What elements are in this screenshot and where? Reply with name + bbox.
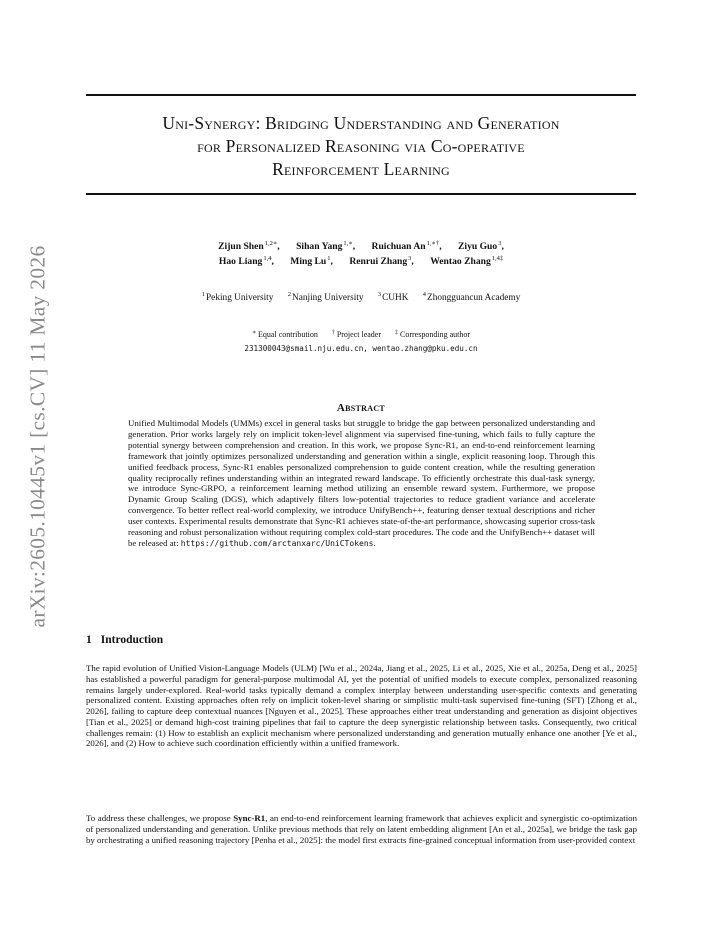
title-line: for Personalized Reasoning via Co-operative [197, 136, 525, 156]
title-top-rule [86, 94, 636, 96]
author: Zijun Shen$^{1,2∗}$, [218, 240, 280, 252]
author: Ziyu Guo$^3$, [458, 240, 504, 252]
author-list [86, 238, 636, 268]
author: Sihan Yang$^{1,∗}$, [296, 240, 356, 252]
author: Ruichuan $An^{1,∗\dagger}$, [371, 240, 442, 252]
title-bottom-rule [86, 193, 636, 195]
contact-emails: 231300043@smail.nju.edu.cn, wentao.zhang@pku.edu.cn [244, 344, 478, 353]
abstract-heading: Abstract [336, 402, 386, 414]
author: Wentao Zhang$^{1,4\ddagger}$ [430, 255, 504, 267]
paper-title [86, 112, 636, 181]
arxiv-identifier [20, 244, 56, 628]
title-line: Reinforcement Learning [272, 159, 450, 179]
affiliation-list [86, 291, 636, 303]
section-heading-introduction [86, 634, 163, 646]
arxiv-identifier-text: arXiv:2605.10445v1 [cs.CV] 11 May 2026 [25, 244, 50, 628]
author-notes [86, 329, 636, 339]
author-line-2 [86, 253, 636, 268]
affiliation: $^4$Zhongguancun Academy [422, 291, 521, 303]
intro-paragraph-2: To address these challenges, we propose Sync-R1, an end-to-end reinforcement learning framework that achieves explicit and synergistic co-optimization of personalized understanding and generation. Unlike previous methods that rely on latent embedding alignment [An et al., 2025a], we bridge the task gap by orchestrating a unified reasoning trajectory [Penha et al., 2025]: the model first extracts fine-grained conceptual information from user-provided context [86, 813, 637, 845]
method-name: Sync-R1 [233, 813, 266, 823]
intro-paragraph-1: The rapid evolution of Unified Vision-Language Models (ULM) [Wu et al., 2024a, Jiang et al., 2025, Li et al., 2025, Xie et al., 2025a, Deng et al., 2025] has established a powerful paradigm for general-purpose multimodal AI, yet the potential of unified models to execute complex, personalized reasoning remains largely under-explored. Real-world tasks typically demand a complex interplay between understanding user-specific contexts and generating personalized content. Existing approaches often rely on implicit token-level sharing or simplistic multi-task supervised fine-tuning (SFT) [Zhong et al., 2026], failing to capture deep contextual nuances [Nguyen et al., 2025]. These approaches either treat understanding and generation as disjoint objectives [Tian et al., 2025] or demand high-cost training pipelines that fail to capture the deep synergistic relationship between tasks. Consequently, two critical challenges remain: (1) How to establish an explicit mechanism where personalized understanding and generation mutually enhance one another [Ye et al., 2026], and (2) How to achieve such coordination efficiently within a unified framework. [86, 663, 637, 749]
affiliation: $^3$CUHK [377, 291, 409, 303]
abstract-text: Unified Multimodal Models (UMMs) excel in general tasks but struggle to bridge the gap between personalized understanding and generation. Prior works largely rely on implicit token-level alignment via supervised fine-tuning, which fails to fully capture the potential synergy between comprehension and creation. In this work, we propose Sync-R1, an end-to-end reinforcement learning framework that jointly optimizes personalized understanding and generation within a single, explicit reasoning loop. Through this unified feedback process, Sync-R1 enables personalized comprehension to guide content creation, while the resulting generation quality reciprocally refines understanding within an integrated reward landscape. To efficiently orchestrate this dual-task synergy, we introduce Sync-GRPO, a reinforcement learning method utilizing an ensemble reward system. Furthermore, we propose Dynamic Group Scaling (DGS), which adaptively filters low-potential trajectories to reduce gradient variance and accelerate convergence. To better reflect real-world complexity, we introduce UnifyBench++, featuring denser textual descriptions and richer user contexts. Experimental results demonstrate that Sync-R1 achieves state-of-the-art performance, showcasing superior cross-task reasoning and robust personalization without requiring complex cold-start procedures. The code and the UnifyBench++ dataset will be released at: https://github.com/arctanxarc/UniCTokens. [128, 418, 595, 548]
author: Renrui Zhang$^3$, [349, 255, 414, 267]
code-url: https://github.com/arctanxarc/UniCTokens [180, 538, 374, 548]
author-note: † Project leader [331, 330, 382, 339]
author-note: ‡ Corresponding author [395, 330, 471, 339]
affiliation: $^2$Nanjing University [287, 291, 364, 303]
section-title: Introduction [100, 634, 164, 646]
author: Hao Liang$^{1,4}$, [218, 255, 274, 267]
author-line-1 [86, 238, 636, 253]
affiliation: $^1$Peking University [201, 291, 274, 303]
author: Ming Lu$^1$, [290, 255, 333, 267]
title-line: Uni-Synergy: Bridging Understanding and Generation [162, 113, 560, 133]
author-note: ∗ Equal contribution [251, 330, 318, 339]
section-number: 1 [86, 634, 92, 646]
